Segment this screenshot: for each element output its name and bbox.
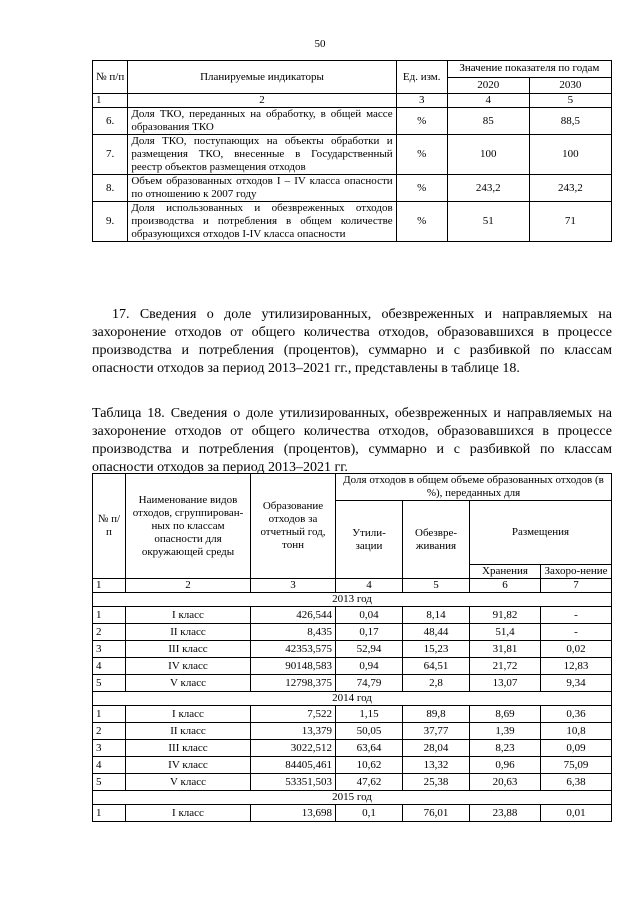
column-number: 1	[93, 94, 128, 108]
hazard-class: II класс	[126, 723, 251, 740]
paragraph-17-text: 17. Сведения о доле утилизированных, обезвреженных и направляемых на захоронение отходов от общего количества отходов, образовавшихся в процессе производства и потребления (процентов), суммарно и с разбивкой по классам опасности отходов за период 2013–2021 гг., представлены в таблице 18.	[92, 307, 612, 376]
table-row	[93, 641, 612, 658]
formation-value: 7,522	[251, 706, 336, 723]
header-share-group: Доля отходов в общем объеме образованных отходов (в %), переданных для	[336, 474, 612, 501]
burial-value: 0,01	[541, 805, 612, 822]
burial-value: 0,09	[541, 740, 612, 757]
column-number-row	[93, 94, 612, 108]
table-row	[93, 202, 612, 242]
row-number: 1	[93, 607, 126, 624]
hazard-class: I класс	[126, 805, 251, 822]
formation-value: 426,544	[251, 607, 336, 624]
column-number: 1	[93, 579, 126, 593]
year-section-row	[93, 692, 612, 706]
header-storage: Хранения	[470, 565, 541, 579]
header-waste-name: Наименование видов отходов, сгруппирован-ных по классам опасности для окружающей среды	[126, 474, 251, 579]
header-year-2020: 2020	[447, 77, 529, 94]
formation-value: 90148,583	[251, 658, 336, 675]
header-value-group: Значение показателя по годам	[447, 61, 611, 78]
hazard-class: IV класс	[126, 658, 251, 675]
storage-value: 31,81	[470, 641, 541, 658]
row-number: 5	[93, 774, 126, 791]
burial-value: 12,83	[541, 658, 612, 675]
row-number: 4	[93, 757, 126, 774]
neutralization-value: 64,51	[403, 658, 470, 675]
column-number: 7	[541, 579, 612, 593]
row-number: 1	[93, 706, 126, 723]
hazard-class: V класс	[126, 774, 251, 791]
utilization-value: 0,17	[336, 624, 403, 641]
header-formation: Образование отходов за отчетный год, тонн	[251, 474, 336, 579]
table-18-caption: Таблица 18. Сведения о доле утилизированных, обезвреженных и направляемых на захоронение отходов от общего количества отходов, образовавшихся в процессе производства и потребления (процентов), суммарно и с разбивкой по классам опасности отходов за период 2013–2021 гг.	[92, 406, 612, 475]
row-number: 8.	[93, 175, 128, 202]
table-row	[93, 774, 612, 791]
hazard-class: III класс	[126, 641, 251, 658]
column-number: 5	[529, 94, 611, 108]
storage-value: 20,63	[470, 774, 541, 791]
table-row	[93, 175, 612, 202]
hazard-class: I класс	[126, 706, 251, 723]
table-row	[93, 658, 612, 675]
header-no: № п/п	[93, 474, 126, 579]
indicator-text: Доля ТКО, поступающих на объекты обработки и размещения ТКО, внесенные в Государственный реестр объектов размещения отходов	[128, 135, 396, 175]
header-indicators: Планируемые индикаторы	[128, 61, 396, 94]
storage-value: 13,07	[470, 675, 541, 692]
waste-share-table	[92, 473, 612, 822]
utilization-value: 0,94	[336, 658, 403, 675]
utilization-value: 74,79	[336, 675, 403, 692]
unit-cell: %	[396, 202, 447, 242]
table-row	[93, 607, 612, 624]
header-unit: Ед. изм.	[396, 61, 447, 94]
utilization-value: 47,62	[336, 774, 403, 791]
value-2030: 100	[529, 135, 611, 175]
table-row	[93, 706, 612, 723]
neutralization-value: 15,23	[403, 641, 470, 658]
formation-value: 3022,512	[251, 740, 336, 757]
value-2020: 51	[447, 202, 529, 242]
table-row	[93, 624, 612, 641]
storage-value: 21,72	[470, 658, 541, 675]
utilization-value: 52,94	[336, 641, 403, 658]
unit-cell: %	[396, 135, 447, 175]
unit-cell: %	[396, 175, 447, 202]
burial-value: 0,36	[541, 706, 612, 723]
value-2030: 88,5	[529, 108, 611, 135]
row-number: 6.	[93, 108, 128, 135]
year-label: 2013 год	[93, 593, 612, 607]
utilization-value: 0,04	[336, 607, 403, 624]
neutralization-value: 13,32	[403, 757, 470, 774]
row-number: 7.	[93, 135, 128, 175]
neutralization-value: 76,01	[403, 805, 470, 822]
indicator-text: Объем образованных отходов I – IV класса опасности по отношению к 2007 году	[128, 175, 396, 202]
formation-value: 42353,575	[251, 641, 336, 658]
row-number: 3	[93, 641, 126, 658]
column-number: 4	[336, 579, 403, 593]
storage-value: 8,69	[470, 706, 541, 723]
header-neutralization: Обезвре-живания	[403, 501, 470, 579]
hazard-class: II класс	[126, 624, 251, 641]
row-number: 2	[93, 723, 126, 740]
utilization-value: 10,62	[336, 757, 403, 774]
value-2030: 71	[529, 202, 611, 242]
table-row	[93, 805, 612, 822]
column-number: 3	[251, 579, 336, 593]
page-number: 50	[314, 38, 326, 50]
waste-share-table-body	[93, 593, 612, 822]
neutralization-value: 8,14	[403, 607, 470, 624]
table-header-row	[93, 474, 612, 501]
formation-value: 12798,375	[251, 675, 336, 692]
year-label: 2015 год	[93, 791, 612, 805]
utilization-value: 1,15	[336, 706, 403, 723]
table-row	[93, 675, 612, 692]
column-number: 5	[403, 579, 470, 593]
header-utilization: Утили-зации	[336, 501, 403, 579]
table-row	[93, 740, 612, 757]
year-section-row	[93, 593, 612, 607]
storage-value: 23,88	[470, 805, 541, 822]
header-year-2030: 2030	[529, 77, 611, 94]
burial-value: -	[541, 624, 612, 641]
column-number: 2	[126, 579, 251, 593]
formation-value: 13,379	[251, 723, 336, 740]
year-section-row	[93, 791, 612, 805]
table-row	[93, 757, 612, 774]
storage-value: 0,96	[470, 757, 541, 774]
header-no: № п/п	[93, 61, 128, 94]
value-2020: 100	[447, 135, 529, 175]
header-placement: Размещения	[470, 501, 612, 565]
row-number: 9.	[93, 202, 128, 242]
paragraph-17	[92, 306, 612, 378]
row-number: 3	[93, 740, 126, 757]
column-number: 4	[447, 94, 529, 108]
hazard-class: III класс	[126, 740, 251, 757]
column-number-row	[93, 579, 612, 593]
utilization-value: 0,1	[336, 805, 403, 822]
table-row	[93, 135, 612, 175]
burial-value: -	[541, 607, 612, 624]
burial-value: 0,02	[541, 641, 612, 658]
burial-value: 9,34	[541, 675, 612, 692]
year-label: 2014 год	[93, 692, 612, 706]
storage-value: 1,39	[470, 723, 541, 740]
utilization-value: 63,64	[336, 740, 403, 757]
hazard-class: IV класс	[126, 757, 251, 774]
storage-value: 8,23	[470, 740, 541, 757]
value-2020: 243,2	[447, 175, 529, 202]
header-burial: Захоро-нение	[541, 565, 612, 579]
column-number: 2	[128, 94, 396, 108]
neutralization-value: 28,04	[403, 740, 470, 757]
storage-value: 51,4	[470, 624, 541, 641]
burial-value: 6,38	[541, 774, 612, 791]
neutralization-value: 37,77	[403, 723, 470, 740]
neutralization-value: 2,8	[403, 675, 470, 692]
value-2030: 243,2	[529, 175, 611, 202]
neutralization-value: 25,38	[403, 774, 470, 791]
utilization-value: 50,05	[336, 723, 403, 740]
table-row	[93, 723, 612, 740]
column-number: 6	[470, 579, 541, 593]
row-number: 5	[93, 675, 126, 692]
burial-value: 10,8	[541, 723, 612, 740]
neutralization-value: 48,44	[403, 624, 470, 641]
unit-cell: %	[396, 108, 447, 135]
neutralization-value: 89,8	[403, 706, 470, 723]
column-number: 3	[396, 94, 447, 108]
indicator-text: Доля ТКО, переданных на обработку, в общей массе образования ТКО	[128, 108, 396, 135]
table-row	[93, 108, 612, 135]
hazard-class: V класс	[126, 675, 251, 692]
formation-value: 8,435	[251, 624, 336, 641]
value-2020: 85	[447, 108, 529, 135]
formation-value: 53351,503	[251, 774, 336, 791]
row-number: 4	[93, 658, 126, 675]
row-number: 2	[93, 624, 126, 641]
row-number: 1	[93, 805, 126, 822]
indicators-table	[92, 60, 612, 242]
formation-value: 13,698	[251, 805, 336, 822]
formation-value: 84405,461	[251, 757, 336, 774]
hazard-class: I класс	[126, 607, 251, 624]
indicator-text: Доля использованных и обезвреженных отходов производства и потребления в общем количестве образующихся отходов I-IV класса опасности	[128, 202, 396, 242]
storage-value: 91,82	[470, 607, 541, 624]
table-header-row	[93, 61, 612, 78]
burial-value: 75,09	[541, 757, 612, 774]
